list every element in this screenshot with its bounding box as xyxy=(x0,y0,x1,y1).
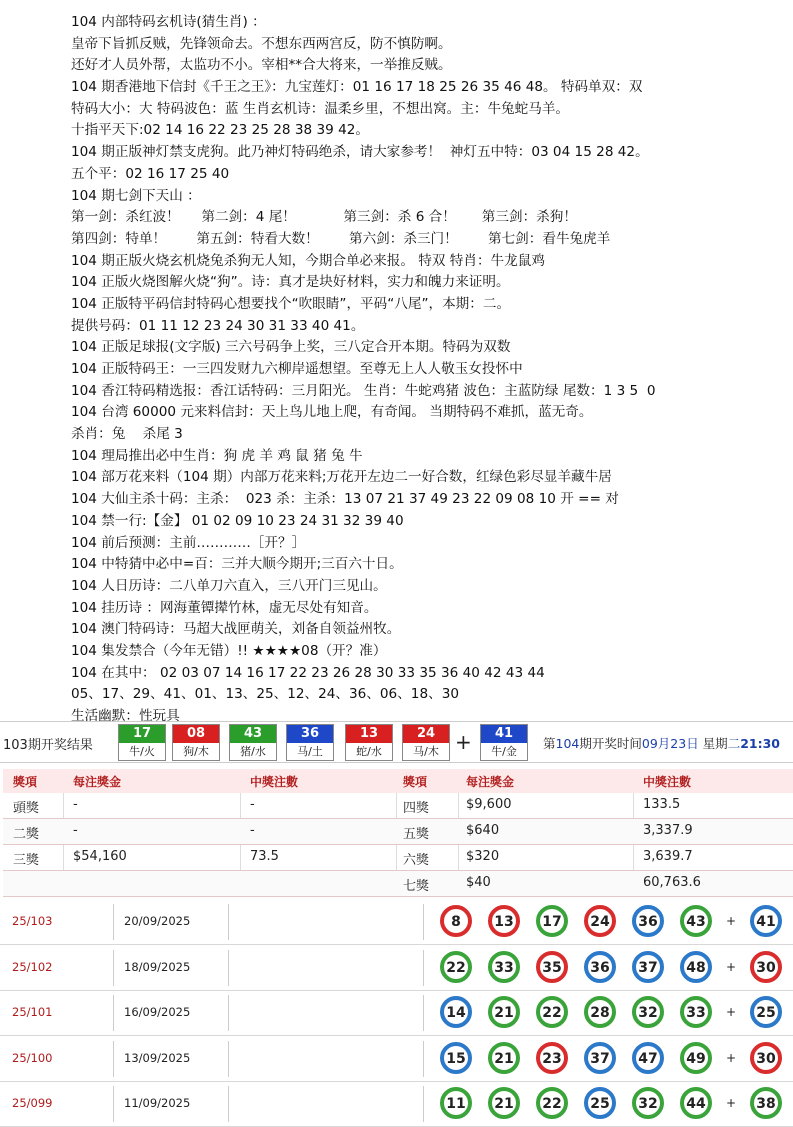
prize-table-cell: 七獎 xyxy=(403,879,430,894)
next-draw-issue: 104 xyxy=(555,736,580,751)
column-divider xyxy=(113,1041,114,1077)
history-ball: 32 xyxy=(632,996,664,1028)
column-divider xyxy=(423,1041,424,1077)
history-ball: 14 xyxy=(440,996,472,1028)
ball-number: 43 xyxy=(230,725,276,743)
plus-sign: + xyxy=(726,959,737,974)
history-ball: 25 xyxy=(584,1087,616,1119)
history-row xyxy=(0,991,793,1036)
history-special-ball: 30 xyxy=(750,951,782,983)
history-row xyxy=(0,900,793,945)
ball-number: 36 xyxy=(287,725,333,743)
history-ball: 15 xyxy=(440,1042,472,1074)
history-ball: 11 xyxy=(440,1087,472,1119)
text-line: 104 在其中： 02 03 07 14 16 17 22 23 26 28 30 33 35 36 40 42 43 44 xyxy=(71,664,545,681)
text-line: 104 挂历诗 ：网海董镡撵竹林，虚无尽处有知音。 xyxy=(71,599,378,616)
result-ball xyxy=(402,724,450,761)
prize-table-cell: 五獎 xyxy=(403,827,430,842)
history-ball: 22 xyxy=(536,996,568,1028)
prize-table-cell: - xyxy=(73,797,78,812)
prize-table-cell: 3,337.9 xyxy=(643,823,693,838)
prize-table-cell: $40 xyxy=(466,875,491,890)
prize-table-cell: - xyxy=(73,823,78,838)
result-ball xyxy=(172,724,220,761)
column-divider xyxy=(228,1041,229,1077)
column-divider xyxy=(423,950,424,986)
next-draw-label: 期开奖时间 xyxy=(579,736,642,751)
column-divider xyxy=(113,950,114,986)
history-issue-link[interactable]: 25/103 xyxy=(12,914,53,928)
text-line: 104 正版特码王：一三四发财九六柳岸遥想望。至尊无上人人敬玉女投怀中 xyxy=(71,361,523,377)
column-divider xyxy=(423,904,424,940)
history-ball: 17 xyxy=(536,905,568,937)
prize-table-row xyxy=(3,845,793,871)
ball-number: 24 xyxy=(403,725,449,743)
draw-result-title: 103期开奖结果 xyxy=(3,738,93,753)
history-row xyxy=(0,1082,793,1127)
prize-table-cell: $9,600 xyxy=(466,797,512,812)
column-divider xyxy=(423,1086,424,1122)
history-ball: 24 xyxy=(584,905,616,937)
text-line: 104 禁一行:【金】 01 02 09 10 23 24 31 32 39 40 xyxy=(71,512,404,529)
prize-table-cell: - xyxy=(250,797,255,812)
text-line: 104 台湾 60000 元来料信封：天上鸟儿地上爬，有奇闻。 当期特码不难抓，蓝无奇。 xyxy=(71,404,593,421)
history-ball: 23 xyxy=(536,1042,568,1074)
history-ball: 21 xyxy=(488,1042,520,1074)
ball-zodiac: 狗/木 xyxy=(183,745,209,758)
history-issue-link[interactable]: 25/102 xyxy=(12,959,53,974)
plus-sign: + xyxy=(455,730,472,754)
result-ball xyxy=(286,724,334,761)
history-special-ball: 30 xyxy=(750,1042,782,1074)
text-line: 104 期香港地下信封《千王之王》：九宝莲灯：01 16 17 18 25 26 35 46 48。 特码单双：双 xyxy=(71,79,643,96)
history-special-ball: 38 xyxy=(750,1087,782,1119)
history-ball: 35 xyxy=(536,951,568,983)
prize-table-cell: 頭獎 xyxy=(13,801,40,816)
column-divider xyxy=(113,904,114,940)
text-line: 杀肖：兔 杀尾 3 xyxy=(71,426,183,443)
ball-zodiac: 马/土 xyxy=(297,745,323,758)
history-ball: 21 xyxy=(488,1087,520,1119)
next-draw-clock: 21:30 xyxy=(740,736,780,751)
text-line: 104 前后预测：主前…………［开？］ xyxy=(71,534,306,551)
ball-number: 08 xyxy=(173,725,219,743)
history-date: 18/09/2025 xyxy=(124,959,191,974)
special-ball-zodiac: 牛/金 xyxy=(491,745,517,758)
prediction-text-block xyxy=(71,12,793,728)
ball-zodiac: 猪/水 xyxy=(240,745,266,758)
history-row xyxy=(0,946,793,991)
text-line: 第一剑：杀红波！ 第二剑：4 尾！ 第三剑：杀 6 合！ 第三剑：杀狗！ xyxy=(71,209,577,226)
history-ball: 8 xyxy=(440,905,472,937)
history-ball: 22 xyxy=(440,951,472,983)
text-line: 104 大仙主杀十码：主杀： 023 杀：主杀：13 07 21 37 49 23 22 09 08 10 开 == 对 xyxy=(71,491,619,508)
text-line: 104 期正版火烧玄机烧兔杀狗无人知，今期合单必来报。 特双 特肖：牛龙鼠鸡 xyxy=(71,252,545,269)
prize-table-cell: 60,763.6 xyxy=(643,875,701,890)
history-issue-link[interactable]: 25/101 xyxy=(12,1005,53,1019)
history-issue-link[interactable]: 25/099 xyxy=(12,1096,53,1110)
prize-table-cell: 二獎 xyxy=(13,827,40,842)
next-draw-prefix: 第 xyxy=(543,736,556,751)
text-line: 104 澳门特码诗：马超大战匣萌关，刘备自领益州牧。 xyxy=(71,621,401,638)
column-divider xyxy=(228,904,229,940)
history-ball: 47 xyxy=(632,1042,664,1074)
column-divider xyxy=(113,1086,114,1122)
history-ball: 13 xyxy=(488,905,520,937)
column-divider xyxy=(228,1086,229,1122)
prize-table-cell: 133.5 xyxy=(643,797,681,812)
history-ball: 36 xyxy=(632,905,664,937)
history-ball: 44 xyxy=(680,1087,712,1119)
history-ball: 21 xyxy=(488,996,520,1028)
text-line: 104 部万花来料（104 期）内部万花来料;万花开左边二一好合数，红绿色彩尽显羊藏牛居 xyxy=(71,469,612,486)
history-ball: 28 xyxy=(584,996,616,1028)
next-draw-date: 09月23日 xyxy=(641,736,699,751)
history-ball: 37 xyxy=(632,951,664,983)
text-line: 104 正版足球报(文字版) 三六号码争上奖，三八定合开本期。特码为双数 xyxy=(71,339,511,356)
text-line: 104 中特猜中必中=百：三并大顺今期开;三百六十日。 xyxy=(71,556,403,573)
text-line: 104 正版火烧图解火烧“狗”。诗：真才是块好材料，实力和魄力来证明。 xyxy=(71,274,510,291)
result-ball xyxy=(345,724,393,761)
history-date: 11/09/2025 xyxy=(124,1096,191,1110)
next-draw-weekday: 二 xyxy=(727,736,741,751)
prize-table-cell: - xyxy=(250,823,255,838)
prize-table-cell: $320 xyxy=(466,849,500,864)
text-line: 还好才人员外帮，太监功不小。宰相**合大将来，一举推反贼。 xyxy=(71,57,452,74)
ball-zodiac: 蛇/水 xyxy=(356,745,382,758)
text-line: 皇帝下旨抓反贼，先锋领命去。不想东西两宫反，防不慎防啊。 xyxy=(71,35,452,52)
prize-table-cell: 3,639.7 xyxy=(643,849,693,864)
history-ball: 49 xyxy=(680,1042,712,1074)
ball-zodiac: 马/木 xyxy=(413,745,439,758)
plus-sign: + xyxy=(726,914,737,928)
plus-sign: + xyxy=(726,1096,737,1110)
history-special-ball: 41 xyxy=(750,905,782,937)
prize-table-cell: $54,160 xyxy=(73,849,127,864)
result-ball xyxy=(118,724,166,761)
text-line: 特码大小：大 特码波色：蓝 生肖玄机诗：温柔乡里，不想出窝。主：牛兔蛇马羊。 xyxy=(71,100,570,117)
prize-table-header-cell: 每注獎金 xyxy=(73,775,122,789)
history-issue-link[interactable]: 25/100 xyxy=(12,1050,53,1065)
plus-sign: + xyxy=(726,1050,737,1065)
text-line: 104 期正版神灯禁支虎狗。此乃神灯特码绝杀，请大家参考！ 神灯五中特：03 04 15 28 42。 xyxy=(71,144,649,161)
text-line: 第四剑：特单！ 第五剑：特看大数！ 第六剑：杀三门！ 第七剑：看牛兔虎羊 xyxy=(71,230,611,247)
history-ball: 37 xyxy=(584,1042,616,1074)
prize-table-header-cell: 每注獎金 xyxy=(466,775,515,789)
special-ball-box xyxy=(480,724,528,761)
column-divider xyxy=(113,995,114,1031)
history-date: 13/09/2025 xyxy=(124,1050,191,1065)
prize-table-row xyxy=(3,871,793,897)
prize-table-cell: 六獎 xyxy=(403,853,430,868)
text-line: 104 期七剑下天山 ： xyxy=(71,187,201,204)
text-line: 104 集发禁合（今年无错）!! ★★★★08（开？准） xyxy=(71,642,387,659)
next-draw-time xyxy=(543,734,780,752)
prize-table-row xyxy=(3,819,793,845)
prize-table-header-cell: 中獎注數 xyxy=(643,775,692,789)
history-ball: 32 xyxy=(632,1087,664,1119)
column-divider xyxy=(228,950,229,986)
text-line: 生活幽默：性玩具 xyxy=(71,708,180,724)
history-row xyxy=(0,1037,793,1082)
ball-number: 13 xyxy=(346,725,392,743)
column-divider xyxy=(228,995,229,1031)
text-line: 104 人日历诗：二八单刀六直入，三八开门三见山。 xyxy=(71,577,387,594)
history-special-ball: 25 xyxy=(750,996,782,1028)
ball-number: 17 xyxy=(119,725,165,743)
prize-table-header-cell: 獎項 xyxy=(13,775,38,789)
history-ball: 48 xyxy=(680,951,712,983)
column-divider xyxy=(423,995,424,1031)
text-line: 104 香江特码精选报：香江话特码：三月阳光。 生肖：牛蛇鸡猪 波色：主蓝防绿 尾数：1 3 5 0 xyxy=(71,382,656,399)
prize-table-header xyxy=(3,769,793,793)
prize-table-cell: 73.5 xyxy=(250,849,279,864)
history-ball: 36 xyxy=(584,951,616,983)
history-ball: 22 xyxy=(536,1087,568,1119)
prize-table-cell: 三獎 xyxy=(13,853,40,868)
special-ball-number: 41 xyxy=(481,725,527,743)
history-ball: 33 xyxy=(680,996,712,1028)
prize-table-cell: 四獎 xyxy=(403,801,430,816)
text-line: 提供号码：01 11 12 23 24 30 31 33 40 41。 xyxy=(71,317,365,334)
prize-table-cell: $640 xyxy=(466,823,500,838)
history-ball: 33 xyxy=(488,951,520,983)
prize-table-header-cell: 獎項 xyxy=(403,775,428,789)
text-line: 05、17、29、41、01、13、25、12、24、36、06、18、30 xyxy=(71,686,459,703)
text-line: 十指平天下:02 14 16 22 23 25 28 38 39 42。 xyxy=(71,122,370,139)
text-line: 104 内部特码玄机诗(猜生肖) ： xyxy=(71,14,266,30)
history-ball: 43 xyxy=(680,905,712,937)
history-date: 20/09/2025 xyxy=(124,914,191,928)
result-ball xyxy=(229,724,277,761)
text-line: 五个平：02 16 17 25 40 xyxy=(71,165,230,182)
text-line: 104 正版特平码信封特码心想要找个“吹眼睛”，平码“八尾”，本期：二。 xyxy=(71,295,511,312)
draw-result-bar xyxy=(0,721,793,763)
prize-table-header-cell: 中獎注數 xyxy=(250,775,299,789)
history-date: 16/09/2025 xyxy=(124,1005,191,1019)
plus-sign: + xyxy=(726,1005,737,1019)
prize-table xyxy=(3,769,793,897)
draw-history-list xyxy=(0,900,793,1122)
text-line: 104 理局推出必中生肖：狗 虎 羊 鸡 鼠 猪 兔 牛 xyxy=(71,447,363,464)
next-draw-weekday-label: 星期 xyxy=(698,736,728,751)
ball-zodiac: 牛/火 xyxy=(129,745,155,758)
prize-table-row xyxy=(3,793,793,819)
